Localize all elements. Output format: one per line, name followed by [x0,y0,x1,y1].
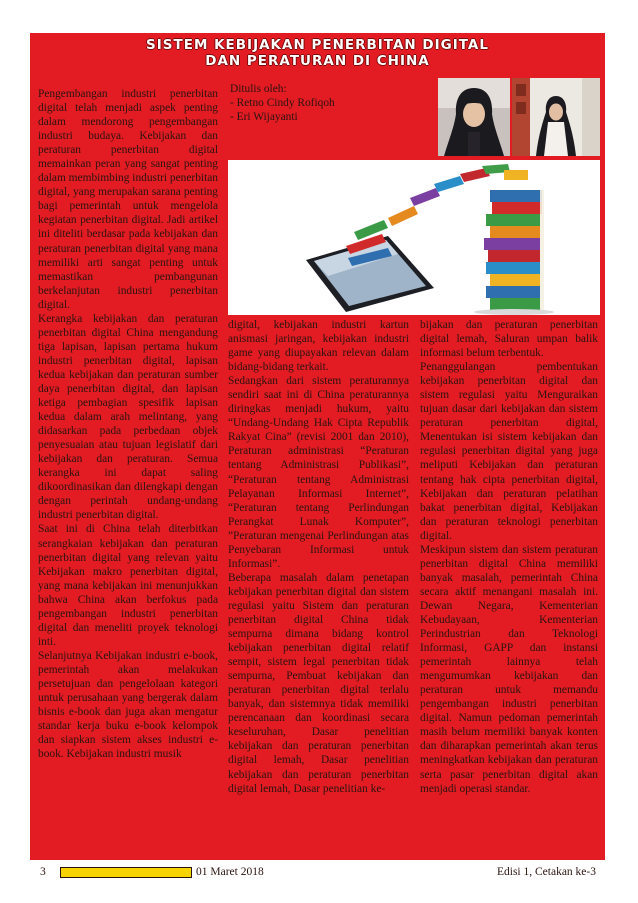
article-column-1 [38,87,218,761]
author-name: - Eri Wijayanti [230,111,298,123]
page-number: 3 [40,866,46,878]
author-credits [230,82,430,124]
column-1-paragraph-4: Selanjutnya Kebijakan industri e-book, pemerintah akan melakukan persetujuan dan pengelolaan kategori untuk perusahaan yang bergerak dalam bisnis e-book dan juga akan mengatur standar kerja buku e-book kelompok dan siapkan sistem akses industri e-book. Kebijakan industri musik [38,649,218,761]
author-photo-2 [512,78,600,156]
column-2-paragraph-1: digital, kebijakan industri kartun anismasi jaringan, kebijakan industri game yang diupayakan relevan dalam bidang-bidang terkait. [228,319,409,374]
author-photo-1 [438,78,510,156]
title-line-2: DAN PERATURAN DI CHINA [205,53,430,69]
article-column-3 [420,318,598,796]
column-1-paragraph-1: Pengembangan industri penerbitan digital telah menjadi aspek penting dalam mendorong pengembangan industri budaya. Kebijakan dan peraturan penerbitan digital memainkan peran yang sangat penting dalam membimbing industri penerbitan digital, yang merupakan sarana penting bagi pemerintah untuk mengelola kegiatan penerbitan digital. Jadi artikel ini diteliti berdasar pada kebijakan dan peraturan penerbitan digital yang mana memiliki arti sangat penting untuk memastikan pembangunan berkelanjutan industri penerbitan digital. [38,88,218,311]
column-3-paragraph-3: Meskipun sistem dan sistem peraturan penerbitan digital China memiliki banyak masalah, pemerintah China secara aktif menangani masalah ini. Dewan Negara, Kementerian Kebudayaan, Kementerian Perindustrian dan Teknologi Informasi, GAPP dan instansi pemerintah lainnya telah mengumumkan kebijakan dan peraturan untuk memandu pengembangan industri penerbitan digital. Namun pedoman pemerintah masih belum memiliki banyak konten dan diharapkan pemerintah akan terus meningkatkan kebijakan dan peraturan serta pasar penerbitan digital akan menjadi operasi standar. [420,543,598,795]
column-1-paragraph-2: Kerangka kebijakan dan peraturan penerbitan digital China mengandung tiga lapisan, lapisan pertama hukum industri penerbitan digital, lapisan kedua kebijakan dan peraturan sumber daya penerbitan digital, dan lapisan ketiga pembagian spesifik lapisan kedua dalam arah melintang, yang didasarkan pada perbedaan objek penyesuaian atau tujuan legislatif dari kebijakan dan peraturan. Semua kerangka ini dapat saling dikoordinasikan dan dilengkapi dengan dengan perintah undang-undang industri penerbitan digital. [38,312,218,522]
column-2-paragraph-2: Sedangkan dari sistem peraturannya sendiri saat ini di China peraturannya diringkas menjadi hukum, yaitu “Undang-Undang Hak Cipta Republik Rakyat Cina” (revisi 2001 dan 2010), Peraturan administrasi “Peraturan tentang Administrasi Publikasi”, “Peraturan tentang Administrasi Pelayanan Informasi Internet”, “Peraturan tentang Perlindungan Perangkat Lunak Komputer”, ”Peraturan mengenai Perlindungan atas Penyebaran Informasi untuk Informasi”. [228,375,409,570]
page-footer [0,864,638,884]
author-photo-2-image [512,78,600,156]
footer-accent-bar [60,867,192,878]
author-label: Ditulis oleh: [230,83,287,95]
books-tablet-image [228,160,600,315]
column-2-paragraph-3: Beberapa masalah dalam penetapan kebijakan penerbitan digital dan sistem regulasi yaitu Sistem dan peraturan penerbitan digital China tidak sempurna dimana bidang kontrol kebijakan penerbitan digital relatif sempit, sistem legal penerbitan tidak sempurna, Pembuat kebijakan dan peraturan penerbitan digital terlalu banyak, dan sistemnya tidak memiliki perencanaan dan koordinasi secara keseluruhan, Dasar penelitian kebijakan dan peraturan penerbitan digital lemah, Dasar penelitian kebijakan dan peraturan penerbitan digital lemah, Dasar penelitian ke- [228,571,409,795]
title-line-1: SISTEM KEBIJAKAN PENERBITAN DIGITAL [146,37,489,53]
issue-date: 01 Maret 2018 [196,866,264,878]
column-3-paragraph-2: Penanggulangan pembentukan kebijakan penerbitan digital dan sistem regulasi yaitu Menguraikan tujuan dasar dari kebijakan dan sistem peraturan penerbitan digital, Menentukan isi sistem kebijakan dan regulasi penerbitan digital yang juga meliputi Kebijakan dan peraturan tentang hak cipta penerbitan digital, Kebijakan dan peraturan pelatihan bakat penerbitan digital, Kebijakan dan peraturan teknologi penerbitan digital. [420,361,598,542]
column-1-paragraph-3: Saat ini di China telah diterbitkan serangkaian kebijakan dan peraturan penerbitan digital yang relevan yaitu Kebijakan makro penerbitan digital, yang mana kebijakan ini menunjukkan bahwa China akan berfokus pada pengembangan industri penerbitan digital dan meneliti proyek teknologi inti. [38,523,218,648]
article-column-2 [228,318,409,796]
author-photo-1-image [438,78,510,156]
author-name: - Retno Cindy Rofiqoh [230,97,335,109]
books-tablet-illustration [228,160,600,315]
column-3-paragraph-1: bijakan dan peraturan penerbitan digital lemah, Saluran umpan balik informasi belum terbentuk. [420,319,598,360]
edition-label: Edisi 1, Cetakan ke-3 [496,866,596,878]
article-title [30,33,605,73]
